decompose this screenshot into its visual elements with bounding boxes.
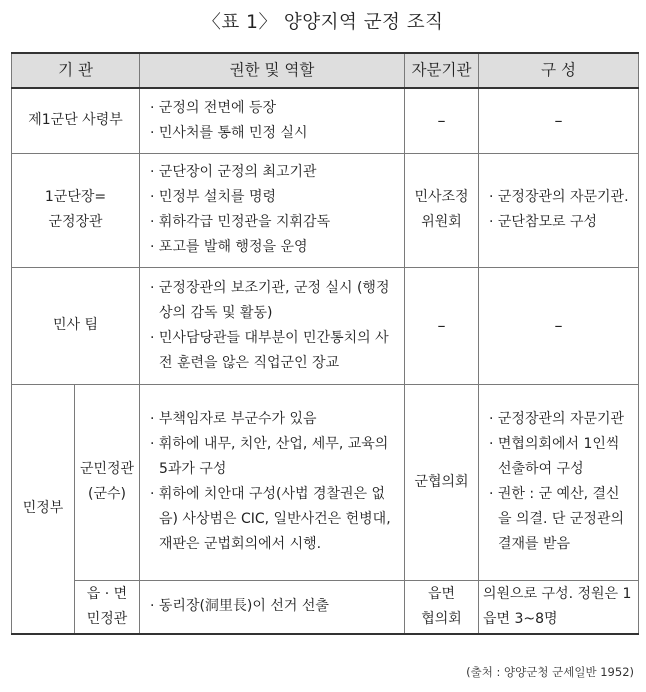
group-label: 민정부: [22, 500, 64, 517]
role-item: · 포고를 발해 행정을 운영: [150, 239, 308, 255]
org-label: 1군단장= 군정장관: [44, 189, 107, 230]
composition-item: 의원으로 구성. 정원은 1읍면 3~8명: [483, 585, 632, 627]
org-cell: [75, 580, 140, 634]
roles-cell: [140, 580, 405, 634]
advisory-label: 민사조정 위원회: [414, 189, 469, 230]
composition-item: · 권한 : 군 예산, 결신을 의결. 단 군정관의 결재를 받음: [489, 486, 624, 552]
composition-item: · 군정장관의 자문기관: [489, 411, 625, 427]
roles-cell: [140, 88, 405, 153]
table-row: [12, 384, 639, 580]
source-note: (출처 : 양양군청 군세일반 1952): [466, 665, 634, 679]
header-row: [12, 53, 639, 88]
org-label: 민사 팀: [52, 317, 99, 333]
role-item: · 휘하에 치안대 구성(사법 경찰권은 없음) 사상범은 CIC, 일반사건은 헌병대, 재판은 군법회의에서 시행.: [150, 486, 391, 552]
header-org: 기 관: [12, 53, 140, 88]
role-item: · 부책임자로 부군수가 있음: [150, 411, 317, 427]
org-label: 읍 · 면 민정관: [86, 585, 128, 627]
role-item: · 민사담당관들 대부분이 민간통치의 사전 훈련을 않은 직업군인 장교: [150, 329, 389, 371]
composition-item: · 면협의회에서 1인씩 선출하여 구성: [489, 436, 620, 477]
advisory-label: 읍면 협의회: [421, 585, 462, 627]
role-item: · 민사처를 통해 민정 실시: [150, 124, 308, 141]
role-item: · 휘하각급 민정관을 지휘감독: [150, 214, 331, 230]
header-composition: 구 성: [479, 53, 639, 88]
composition-cell: –: [479, 267, 639, 384]
advisory-cell: 군협의회: [405, 384, 479, 580]
roles-cell: [140, 384, 405, 580]
org-cell: [12, 153, 140, 267]
role-item: · 군단장이 군정의 최고기관: [150, 164, 317, 180]
advisory-cell: –: [405, 267, 479, 384]
role-item: · 휘하에 내무, 치안, 산업, 세무, 교육의 5과가 구성: [150, 436, 389, 477]
advisory-cell: –: [405, 88, 479, 153]
advisory-cell: [405, 153, 479, 267]
roles-cell: [140, 153, 405, 267]
org-cell: [12, 267, 140, 384]
composition-item: · 군정장관의 자문기관.: [489, 189, 629, 205]
org-label: 군민정관 (군수): [79, 461, 135, 502]
composition-cell: [479, 153, 639, 267]
roles-cell: [140, 267, 405, 384]
role-item: · 동리장(洞里長)이 선거 선출: [150, 598, 329, 615]
org-cell: [12, 88, 140, 153]
table-row: [12, 267, 639, 384]
role-item: · 군정장관의 보조기관, 군정 실시 (행정상의 감독 및 활동): [150, 279, 390, 321]
role-item: · 민정부 설치를 명령: [150, 189, 276, 205]
header-advisory: 자문기관: [405, 53, 479, 88]
composition-item: · 군단참모로 구성: [489, 214, 598, 230]
header-roles: 권한 및 역할: [140, 53, 405, 88]
org-label: 제1군단 사령부: [28, 112, 123, 129]
composition-cell: [479, 384, 639, 580]
group-cell: [12, 384, 75, 634]
military-government-table: [11, 52, 639, 635]
role-item: · 군정의 전면에 등장: [150, 99, 276, 116]
table-row: [12, 88, 639, 153]
advisory-cell: [405, 580, 479, 634]
org-cell: [75, 384, 140, 580]
table-title: 〈표 1〉 양양지역 군정 조직: [202, 12, 444, 33]
composition-cell: –: [479, 88, 639, 153]
table-row: [12, 580, 639, 634]
table-row: [12, 153, 639, 267]
composition-cell: [479, 580, 639, 634]
